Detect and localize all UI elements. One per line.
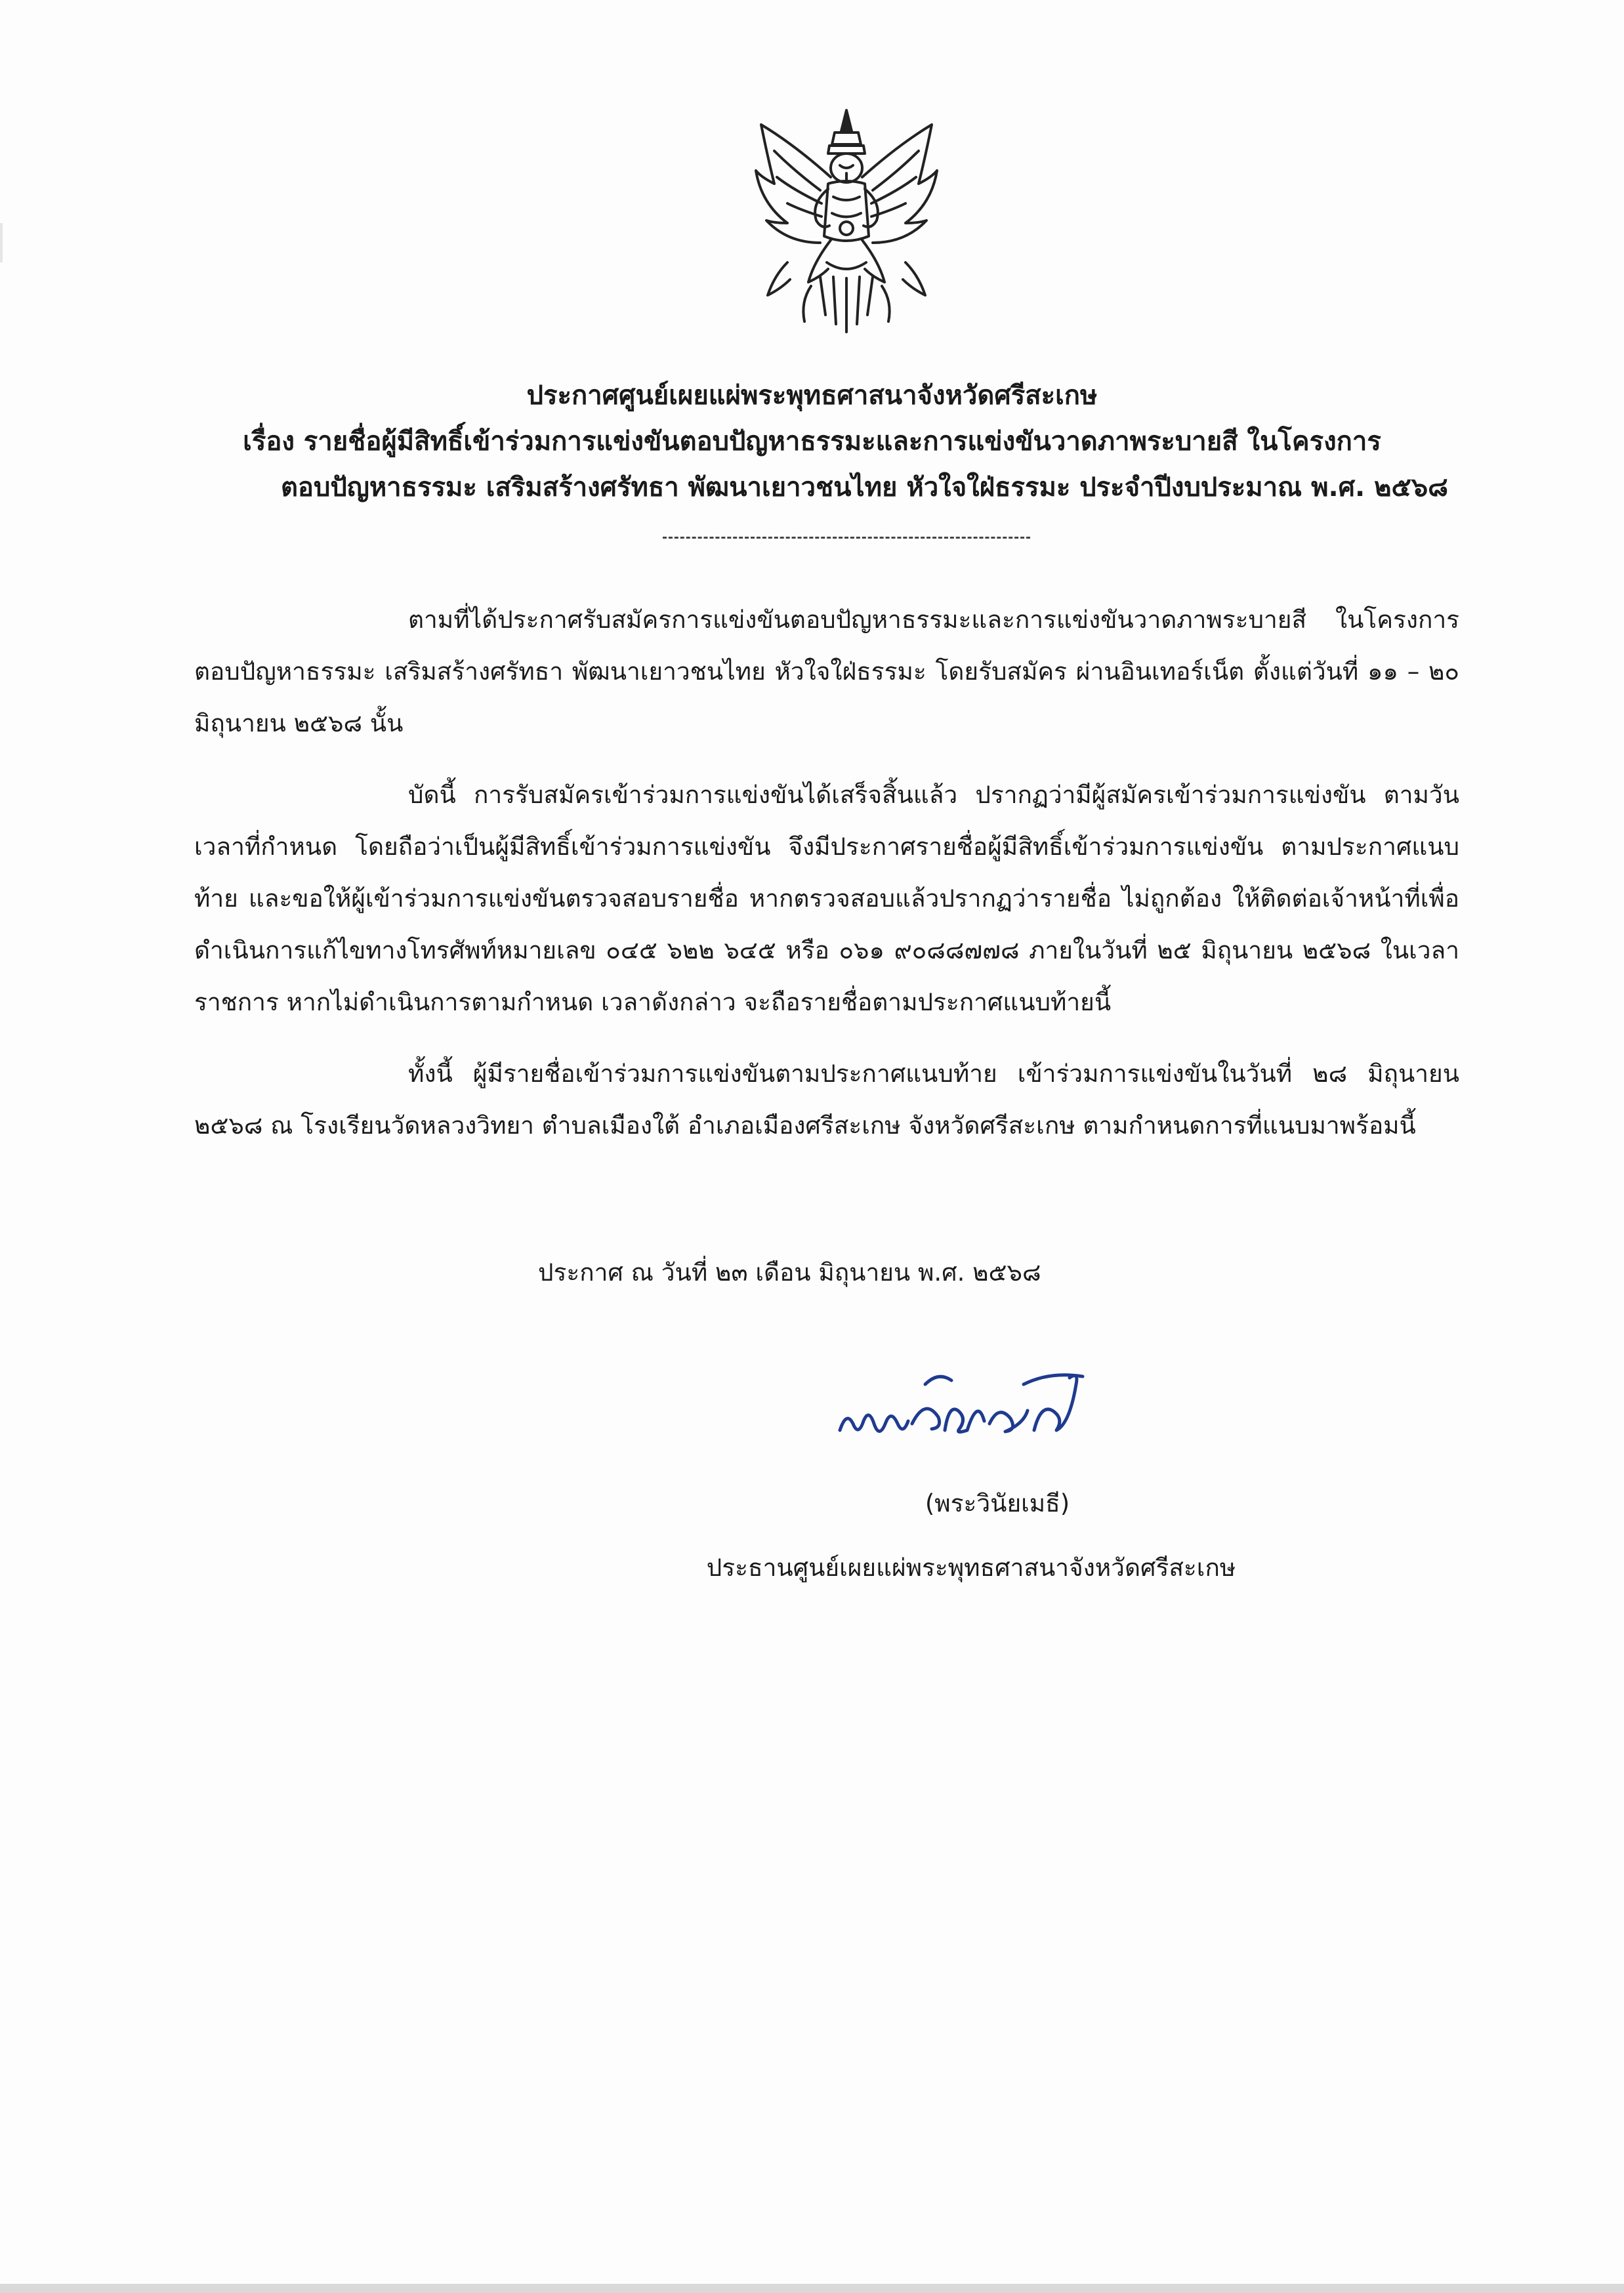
garuda-emblem-icon [748,105,945,341]
header-line-3: ตอบปัญหาธรรมะ เสริมสร้างศรัทธา พัฒนาเยาวชนไทย หัวใจใฝ่ธรรมะ ประจำปีงบประมาณ พ.ศ. ๒๕๖๘ [280,472,1449,503]
document-header [98,373,1526,510]
scan-bottom-edge [0,2284,1624,2293]
document-body [194,594,1459,1171]
scan-mark [0,223,3,262]
signer-name: (พระวินัยเมธี) [925,1489,1070,1518]
announcement-date: ประกาศ ณ วันที่ ๒๓ เดือน มิถุนายน พ.ศ. ๒๕๖๘ [538,1258,1041,1287]
header-divider [663,537,1030,539]
header-line-2: เรื่อง รายชื่อผู้มีสิทธิ์เข้าร่วมการแข่งขันตอบปัญหาธรรมะและการแข่งขันวาดภาพระบายสี ในโครงการ [243,426,1381,457]
header-line-1: ประกาศศูนย์เผยแผ่พระพุทธศาสนาจังหวัดศรีสะเกษ [526,381,1098,411]
paragraph-3: ทั้งนี้ ผู้มีรายชื่อเข้าร่วมการแข่งขันตามประกาศแนบท้าย เข้าร่วมการแข่งขันในวันที่ ๒๘ มิถุนายน ๒๕๖๘ ณ โรงเรียนวัดหลวงวิทยา ตำบลเมืองใต้ อำเภอเมืองศรีสะเกษ จังหวัดศรีสะเกษ ตามกำหนดการที่แนบมาพร้อมนี้ [194,1060,1459,1140]
paragraph-2: บัดนี้ การรับสมัครเข้าร่วมการแข่งขันได้เสร็จสิ้นแล้ว ปรากฏว่ามีผู้สมัครเข้าร่วมการแข่งขัน ตามวัน เวลาที่กำหนด โดยถือว่าเป็นผู้มีสิทธิ์เข้าร่วมการแข่งขัน จึงมีประกาศรายชื่อผู้มีสิทธิ์เข้าร่วมการแข่งขัน ตามประกาศแนบท้าย และขอให้ผู้เข้าร่วมการแข่งขันตรวจสอบรายชื่อ หากตรวจสอบแล้วปรากฏว่ารายชื่อ ไม่ถูกต้อง ให้ติดต่อเจ้าหน้าที่เพื่อดำเนินการแก้ไขทางโทรศัพท์หมายเลข ๐๔๕ ๖๒๒ ๖๔๕ หรือ ๐๖๑ ๙๐๘๘๗๗๘ ภายในวันที่ ๒๕ มิถุนายน ๒๕๖๘ ในเวลาราชการ หากไม่ดำเนินการตามกำหนด เวลาดังกล่าว จะถือรายชื่อตามประกาศแนบท้ายนี้ [194,781,1459,1016]
paragraph-1: ตามที่ได้ประกาศรับสมัครการแข่งขันตอบปัญหาธรรมะและการแข่งขันวาดภาพระบายสี ในโครงการตอบปัญหาธรรมะ เสริมสร้างศรัทธา พัฒนาเยาวชนไทย หัวใจใฝ่ธรรมะ โดยรับสมัคร ผ่านอินเทอร์เน็ต ตั้งแต่วันที่ ๑๑ – ๒๐ มิถุนายน ๒๕๖๘ นั้น [194,606,1459,737]
handwritten-signature [827,1358,1102,1456]
signer-title: ประธานศูนย์เผยแผ่พระพุทธศาสนาจังหวัดศรีสะเกษ [706,1554,1236,1582]
